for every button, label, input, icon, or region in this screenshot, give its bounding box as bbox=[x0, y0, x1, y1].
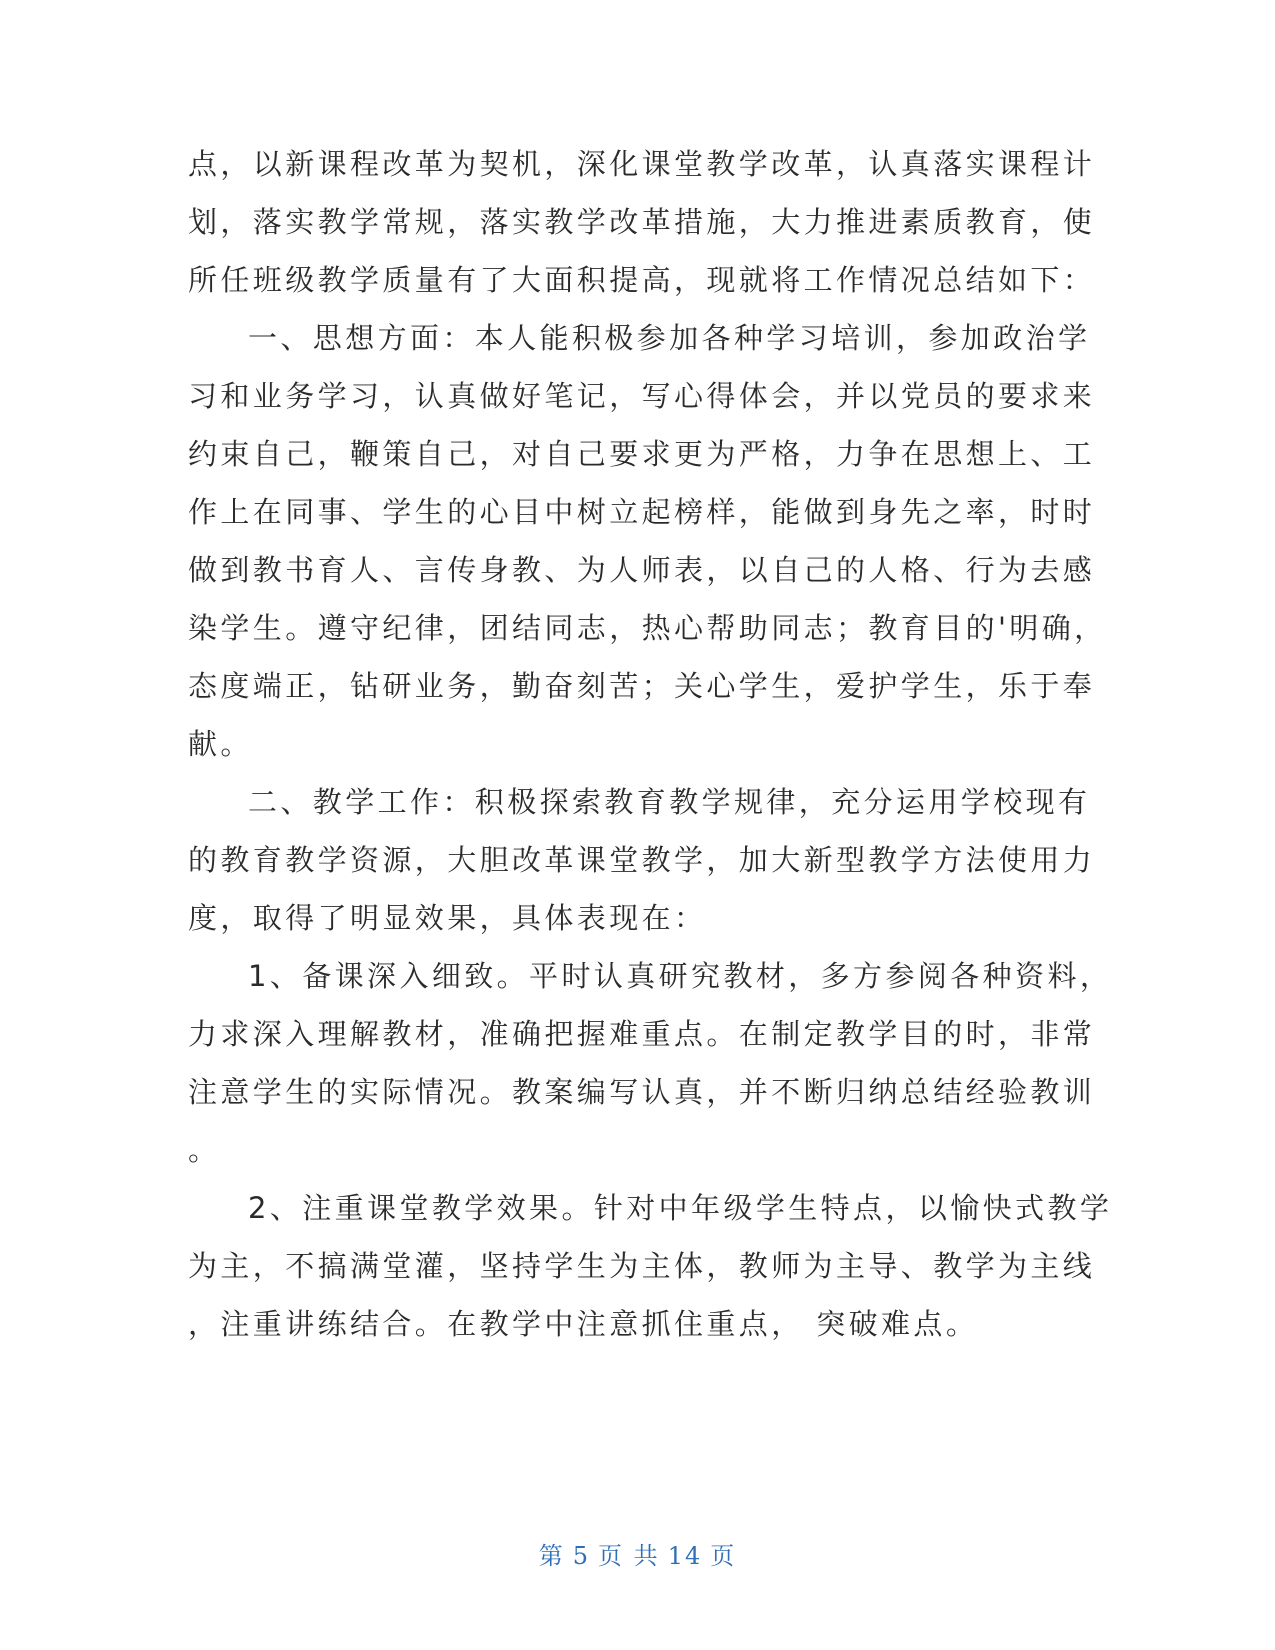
text-line: 习和业务学习，认真做好笔记，写心得体会，并以党员的要求来 bbox=[188, 379, 1096, 413]
current-page-number: 5 bbox=[572, 1542, 591, 1570]
footer-middle: 页 共 bbox=[598, 1542, 660, 1570]
text-line: 作上在同事、学生的心目中树立起榜样，能做到身先之率，时时 bbox=[188, 495, 1096, 529]
text-line: 为主，不搞满堂灌，坚持学生为主体，教师为主导、教学为主线 bbox=[188, 1249, 1096, 1283]
paragraph-start-line: 1、备课深入细致。平时认真研究教材，多方参阅各种资料， bbox=[248, 959, 1113, 993]
text-line: 力求深入理解教材，准确把握难重点。在制定教学目的时，非常 bbox=[188, 1017, 1096, 1051]
text-line: 点，以新课程改革为契机，深化课堂教学改革，认真落实课程计 bbox=[188, 147, 1096, 181]
text-line: 态度端正，钻研业务，勤奋刻苦；关心学生，爱护学生，乐于奉 bbox=[188, 669, 1096, 703]
text-line: 做到教书育人、言传身教、为人师表，以自己的人格、行为去感 bbox=[188, 553, 1096, 587]
text-line: 的教育教学资源，大胆改革课堂教学，加大新型教学方法使用力 bbox=[188, 843, 1096, 877]
footer-prefix: 第 bbox=[538, 1542, 565, 1570]
text-line: 度，取得了明显效果，具体表现在： bbox=[188, 901, 707, 935]
paragraph-start-line: 2、注重课堂教学效果。针对中年级学生特点，以愉快式教学 bbox=[248, 1191, 1113, 1225]
text-line: 染学生。遵守纪律，团结同志，热心帮助同志；教育目的'明确， bbox=[188, 611, 1107, 645]
footer-suffix: 页 bbox=[710, 1542, 737, 1570]
total-pages-number: 14 bbox=[667, 1542, 703, 1570]
text-line: 所任班级教学质量有了大面积提高，现就将工作情况总结如下： bbox=[188, 263, 1096, 297]
text-line: 约束自己，鞭策自己，对自己要求更为严格，力争在思想上、工 bbox=[188, 437, 1096, 471]
page-footer bbox=[0, 1536, 1275, 1571]
paragraph-start-line: 一、思想方面：本人能积极参加各种学习培训，参加政治学 bbox=[248, 321, 1091, 355]
text-line: 注意学生的实际情况。教案编写认真，并不断归纳总结经验教训 bbox=[188, 1075, 1096, 1109]
paragraph-start-line: 二、教学工作：积极探索教育教学规律，充分运用学校现有 bbox=[248, 785, 1091, 819]
text-line: ，注重讲练结合。在教学中注意抓住重点， 突破难点。 bbox=[188, 1307, 979, 1341]
text-line: 。 bbox=[188, 1133, 221, 1167]
text-line: 献。 bbox=[188, 727, 253, 761]
text-line: 划，落实教学常规，落实教学改革措施，大力推进素质教育，使 bbox=[188, 205, 1096, 239]
